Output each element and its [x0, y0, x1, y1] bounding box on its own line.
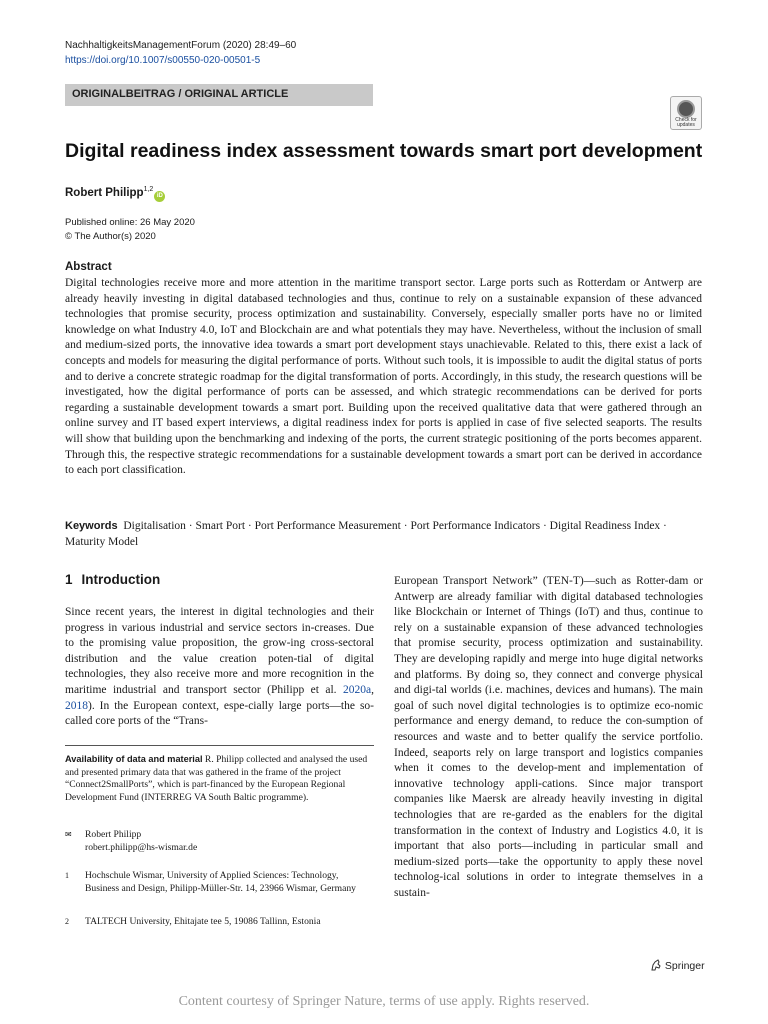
- affiliation-2-mark: 2: [65, 917, 69, 926]
- citation-link-2018[interactable]: 2018: [65, 699, 88, 712]
- availability-note: [65, 753, 374, 804]
- author-affiliation-sup: 1,2: [143, 186, 154, 193]
- publication-info: [65, 216, 195, 244]
- section-heading-introduction: [65, 572, 374, 587]
- article-type-bar: [65, 84, 373, 106]
- article-title: Digital readiness index assessment towards smart port development: [65, 140, 703, 162]
- courtesy-notice: Content courtesy of Springer Nature, terms of use apply. Rights reserved.: [178, 994, 590, 1009]
- intro-paragraph: [65, 605, 374, 730]
- keywords: [65, 518, 702, 550]
- author-name[interactable]: Robert Philipp: [65, 186, 144, 199]
- contact-footnote: [65, 829, 374, 855]
- check-for-updates-badge[interactable]: [670, 96, 702, 130]
- contact-email[interactable]: robert.philipp@hs-wismar.de: [85, 841, 198, 853]
- abstract-text: Digital technologies receive more and more attention in the maritime transport sector. Large ports such as Rotterdam or Antwerp are already heavily investing in digital databased technologies and thus, continue to rely on a sustainable expansion of these advanced technologies that promise security, process optimization and sustainability. Conversely, especially smaller ports have no or limited knowledge on what Industry 4.0, IoT and Blockchain are and what potentials they may have. Nevertheless, without the inclusion of small and medium-sized ports, the innovative idea towards a smart port development stays unachievable. Related to this, there exist a lack of concepts and models for measuring the digital performance of ports. Without such tools, it is impossible to audit the digital status of ports and to derive a concrete strategic roadmap for the digital transformation of ports. Accordingly, in this study, the research questions will be investigated, how the digital performance of ports can be assessed, and which strategic recommendations can be derived for ports regarding a sustainable development towards a smart port. Building upon the received qualitative data that were gathered through an online survey and IT based expert interviews, a digital readiness index for ports is applied in case of five selected seaports. The results will show that building upon the benchmarking and indexing of the ports, the current strategic positioning of the ports becomes apparent. Through this, the respective strategic recommendations for a sustainable development towards a smart port can be derived in accordance to each port classification.: [65, 277, 702, 477]
- check-for-updates-label: Check for updates: [675, 117, 697, 128]
- availability-label: Availability of data and material: [65, 754, 203, 764]
- refresh-icon: [677, 100, 695, 118]
- availability-text: R. Philipp collected and analysed the used and presented primary data that was gathered in the frame of the project “Connect2SmallPorts”, which is part-financed by the European Regional Development Fund (INTERREG VA South Baltic programme).: [65, 754, 368, 803]
- orcid-icon[interactable]: iD: [154, 191, 165, 202]
- affiliation-1-mark: 1: [65, 871, 69, 880]
- affiliation-1: [65, 870, 374, 908]
- keywords-text: Digitalisation · Smart Port · Port Performance Measurement · Port Performance Indicators · Digital Readiness Index · Maturity Model: [65, 520, 667, 548]
- intro-paragraph-column-2: European Transport Network” (TEN-T)—such as Rotter-dam or Antwerp are already familiar with digital databased technologies like Blockchain or Internet of Things (IoT) and thus, continue to rely on a sustainable expansion of these advanced technologies that promise security, process optimization and sustainability. They are developing rapidly and merge into huge digital networks and platforms. By doing so, they connect and converge physical and digi-tal worlds (i.e. machines, devices and humans). The main goal of such novel digital technologies is to optimize eco-nomic performance and energy demand, to reduce the con-sumption of resources and waste and to better qualify the service portfolio. Indeed, seaports rely on large transport and logistics companies when it comes to the develop-ment and implementation of innovative technology appli-cations. Since major transport companies like Maersk are already heavily investing in digital technologies that are re-garded as the enablers for the digital transformation in the context of Industry and Logistics 4.0, it is important that also ports—including in particular small and medium-sized ports—take the opportunity to apply these novel technolog-ical solutions in order to integrate themselves in a sustain-: [394, 575, 703, 899]
- springer-wordmark: Springer: [664, 960, 705, 972]
- affiliation-2-text: TALTECH University, Ehitajate tee 5, 19086 Tallinn, Estonia: [85, 916, 321, 927]
- springer-horse-icon: [650, 959, 662, 971]
- article-type-label: ORIGINALBEITRAG / ORIGINAL ARTICLE: [72, 88, 289, 100]
- affiliation-2: [65, 916, 374, 930]
- citation-link-2020a[interactable]: 2020a: [343, 683, 372, 696]
- section-number: 1: [65, 572, 73, 587]
- footnote-divider: [65, 745, 374, 746]
- author-line: [65, 186, 165, 202]
- intro-text-c: ). In the European context, espe-cially large ports—the so-called core ports of the “Trans-: [65, 699, 374, 728]
- intro-text-a: Since recent years, the interest in digital technologies and their progress in various industrial and service sectors in-creases. Due to the promising value proposition, the grow-ing cross-sectoral distribution and the value creation poten-tial of digital technologies, they also receive more and more recognition in the maritime industrial and transport sector (Philipp et al.: [65, 606, 374, 696]
- journal-citation: NachhaltigkeitsManagementForum (2020) 28:49–60: [65, 40, 297, 51]
- published-date: Published online: 26 May 2020: [65, 217, 195, 228]
- doi-link[interactable]: https://doi.org/10.1007/s00550-020-00501-5: [65, 55, 261, 66]
- envelope-icon: ✉: [65, 830, 72, 839]
- contact-name: Robert Philipp: [85, 829, 142, 840]
- intro-text-b: ,: [371, 683, 374, 696]
- affiliation-1-text: Hochschule Wismar, University of Applied Sciences: Technology, Business and Design, Philipp-Müller-Str. 14, 23966 Wismar, Germany: [85, 870, 356, 894]
- section-title: Introduction: [81, 572, 161, 587]
- keywords-label: Keywords: [65, 520, 118, 532]
- copyright: © The Author(s) 2020: [65, 231, 156, 242]
- abstract-heading: Abstract: [65, 261, 112, 273]
- springer-logo: [650, 959, 705, 972]
